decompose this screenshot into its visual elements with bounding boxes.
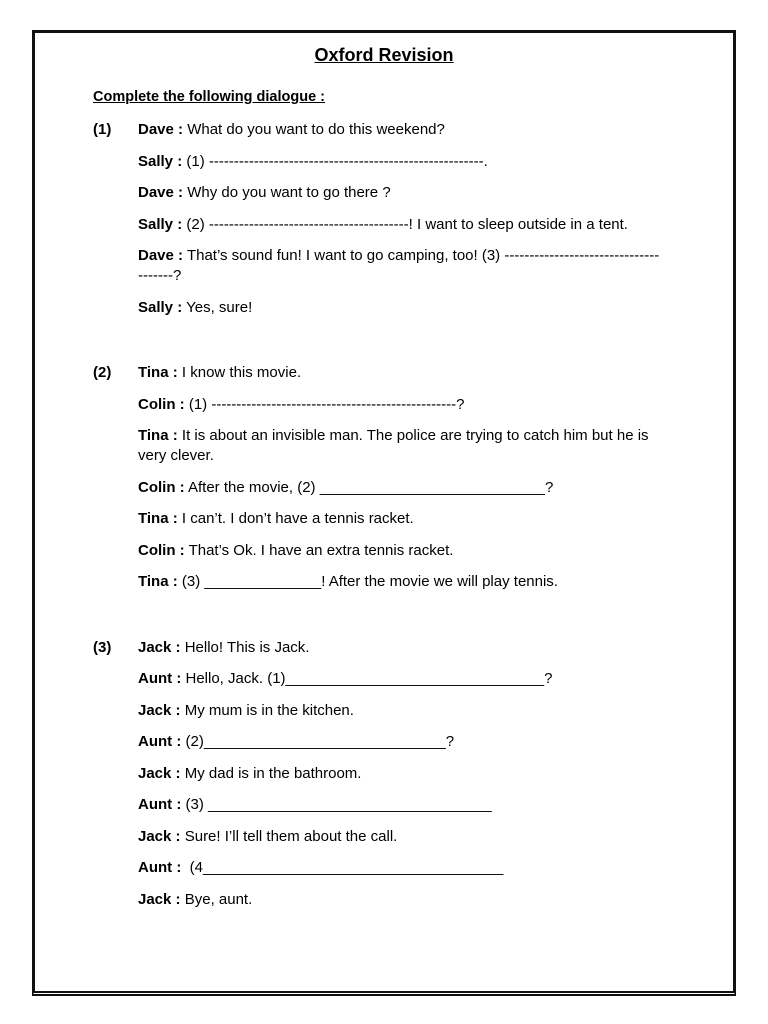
speaker-label: Sally :: [138, 152, 183, 170]
dialogue-line: [138, 732, 670, 752]
speaker-label: Colin :: [138, 478, 185, 496]
speaker-label: Sally :: [138, 215, 183, 233]
dialogue-line: [138, 298, 670, 318]
dialogue-text: After the movie, (2) ___________________________?: [188, 478, 554, 496]
dialogue-block: [138, 363, 670, 604]
dialogue-block: [138, 638, 670, 922]
speaker-label: Dave :: [138, 184, 184, 201]
dialogue-text: (2)_____________________________?: [185, 733, 455, 750]
speaker-label: Aunt :: [138, 733, 182, 750]
speaker-label: Jack :: [138, 890, 181, 908]
exercise-3: [93, 638, 683, 922]
speaker-label: Jack :: [138, 701, 181, 719]
dialogue-text: What do you want to do this weekend?: [187, 121, 445, 138]
exercise-2: [93, 363, 683, 604]
speaker-label: Tina :: [138, 364, 178, 381]
dialogue-line: [138, 215, 670, 235]
dialogue-text: Sure! I’ll tell them about the call.: [184, 827, 398, 845]
exercise-1: [93, 120, 683, 329]
dialogue-text: (1) -------------------------------------------------?: [188, 395, 465, 413]
dialogue-line: [138, 638, 670, 658]
dialogue-line: [138, 701, 670, 721]
dialogue-line: [138, 478, 670, 498]
exercise-number: (2): [93, 364, 112, 381]
dialogue-text: That’s Ok. I have an extra tennis racket.: [188, 541, 454, 559]
dialogue-line: [138, 183, 670, 203]
speaker-label: Dave :: [138, 247, 184, 264]
speaker-label: Colin :: [138, 395, 185, 413]
dialogue-line: [138, 890, 670, 910]
dialogue-text: (4____________________________________: [185, 859, 504, 876]
dialogue-text: Bye, aunt.: [184, 890, 253, 908]
dialogue-text: Yes, sure!: [186, 298, 253, 316]
speaker-label: Aunt :: [138, 670, 182, 687]
dialogue-line: [138, 246, 670, 286]
dialogue-text: Hello! This is Jack.: [184, 638, 310, 656]
speaker-label: Tina :: [138, 427, 178, 444]
speaker-label: Jack :: [138, 764, 181, 782]
speaker-label: Sally :: [138, 298, 183, 316]
dialogue-text: Why do you want to go there ?: [187, 184, 391, 201]
dialogue-line: [138, 120, 670, 140]
dialogue-text: My dad is in the bathroom.: [184, 764, 362, 782]
dialogue-block: [138, 120, 670, 329]
dialogue-line: [138, 152, 670, 172]
page-title: Oxford Revision: [314, 45, 454, 65]
dialogue-line: [138, 669, 670, 689]
dialogue-line: [138, 572, 670, 592]
dialogue-line: [138, 426, 670, 466]
speaker-label: Dave :: [138, 121, 184, 138]
dialogue-text: (1) -------------------------------------------------------.: [186, 152, 488, 170]
dialogue-line: [138, 363, 670, 383]
dialogue-line: [138, 764, 670, 784]
exercises: [93, 120, 683, 955]
speaker-label: Colin :: [138, 541, 185, 559]
dialogue-text: Hello, Jack. (1)_______________________________?: [185, 670, 553, 687]
dialogue-text: That’s sound fun! I want to go camping, too! (3) ------------------------------- -------?: [138, 247, 660, 284]
exercise-number: (3): [93, 638, 112, 656]
speaker-label: Aunt :: [138, 796, 182, 813]
dialogue-text: (3) ______________! After the movie we will play tennis.: [181, 573, 558, 590]
dialogue-text: My mum is in the kitchen.: [184, 701, 354, 719]
dialogue-line: [138, 858, 670, 878]
speaker-label: Aunt :: [138, 859, 182, 876]
dialogue-line: [138, 795, 670, 815]
speaker-label: Jack :: [138, 638, 181, 656]
dialogue-text: It is about an invisible man. The police are trying to catch him but he is very clever.: [138, 427, 653, 464]
speaker-label: Tina :: [138, 510, 178, 527]
dialogue-text: I can’t. I don’t have a tennis racket.: [181, 510, 414, 527]
dialogue-line: [138, 827, 670, 847]
dialogue-line: [138, 509, 670, 529]
dialogue-line: [138, 541, 670, 561]
dialogue-text: I know this movie.: [181, 364, 302, 381]
speaker-label: Jack :: [138, 827, 181, 845]
speaker-label: Tina :: [138, 573, 178, 590]
dialogue-text: (3) __________________________________: [185, 796, 492, 813]
exercise-number: (1): [93, 121, 112, 138]
dialogue-text: (2) ----------------------------------------! I want to sleep outside in a tent.: [186, 215, 628, 233]
dialogue-line: [138, 395, 670, 415]
instruction-heading: Complete the following dialogue :: [93, 89, 325, 105]
